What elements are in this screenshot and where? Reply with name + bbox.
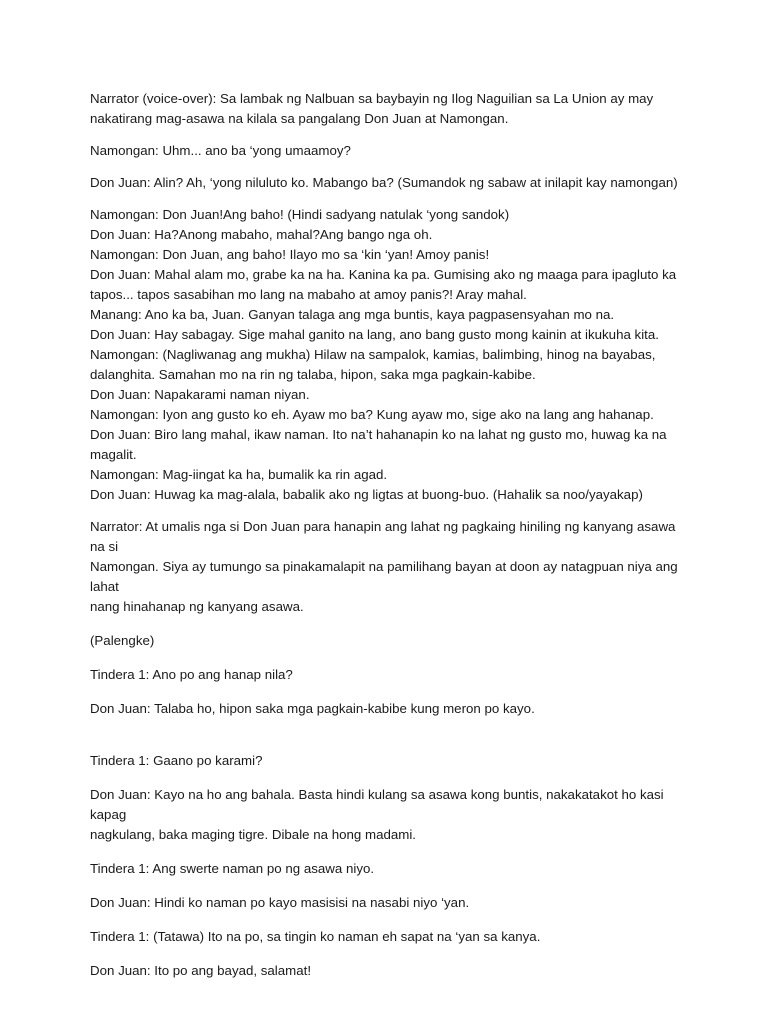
paragraph-don-juan-bahala: Don Juan: Kayo na ho ang bahala. Basta hindi kulang sa asawa kong buntis, nakakatakot ho kasi kapag nagkulang, baka maging tigre. Dibale na hong madami.	[90, 787, 664, 842]
paragraph-namongan-uhm: Namongan: Uhm... ano ba ‘yong umaamoy?	[90, 143, 351, 158]
paragraph-don-juan-alin: Don Juan: Alin? Ah, ‘yong niluluto ko. Mabango ba? (Sumandok ng sabaw at inilapit kay namongan)	[90, 175, 678, 190]
paragraph-narrator-market: Narrator: At umalis nga si Don Juan para hanapin ang lahat ng pagkaing hiniling ng kanyang asawa na si Namongan. Siya ay tumungo sa pinakamalapit na pamilihang bayan at doon ay natagpuan niya ang lahat nang hinahanap ng kanyang asawa.	[90, 519, 678, 614]
paragraph-don-juan-talaba: Don Juan: Talaba ho, hipon saka mga pagkain-kabibe kung meron po kayo.	[90, 701, 535, 716]
paragraph-dialogue-block: Namongan: Don Juan!Ang baho! (Hindi sadyang natulak ‘yong sandok) Don Juan: Ha?Anong mabaho, mahal?Ang bango nga oh. Namongan: Don Juan, ang baho! Ilayo mo sa ‘kin ‘yan! Amoy panis! Don Juan: Mahal alam mo, grabe ka na ha. Kanina ka pa. Gumising ako ng maaga para ipagluto ka tapos... tapos sasabihan mo lang na mabaho at amoy panis?! Aray mahal. Manang: Ano ka ba, Juan. Ganyan talaga ang mga buntis, kaya pagpasensyahan mo na. Don Juan: Hay sabagay. Sige mahal ganito na lang, ano bang gusto mong kainin at ikukuha kita. Namongan: (Nagliwanag ang mukha) Hilaw na sampalok, kamias, balimbing, hinog na bayabas, dalanghita. Samahan mo na rin ng talaba, hipon, saka mga pagkain-kabibe. Don Juan: Napakarami naman niyan. Namongan: Iyon ang gusto ko eh. Ayaw mo ba? Kung ayaw mo, sige ako na lang ang hahanap. Don Juan: Biro lang mahal, ikaw naman. Ito na’t hahanapin ko na lahat ng gusto mo, huwag ka na magalit. Namongan: Mag-iingat ka ha, bumalik ka rin agad. Don Juan: Huwag ka mag-alala, babalik ako ng ligtas at buong-buo. (Hahalik sa noo/yayakap)	[90, 207, 677, 502]
paragraph-tindera-tatawa: Tindera 1: (Tatawa) Ito na po, sa tingin ko naman eh sapat na ‘yan sa kanya.	[90, 929, 541, 944]
paragraph-tindera-gaano: Tindera 1: Gaano po karami?	[90, 753, 263, 768]
paragraph-tindera-swerte: Tindera 1: Ang swerte naman po ng asawa niyo.	[90, 861, 375, 876]
paragraph-don-juan-bayad: Don Juan: Ito po ang bayad, salamat!	[90, 963, 312, 978]
paragraph-don-juan-masisisi: Don Juan: Hindi ko naman po kayo masisisi na nasabi niyo ‘yan.	[90, 895, 470, 910]
paragraph-narrator-intro: Narrator (voice-over): Sa lambak ng Nalbuan sa baybayin ng Ilog Naguilian sa La Union ay may nakatirang mag-asawa na kilala sa pangalang Don Juan at Namongan.	[90, 91, 654, 126]
paragraph-tindera-hanap: Tindera 1: Ano po ang hanap nila?	[90, 667, 293, 682]
paragraph-scene-palengke: (Palengke)	[90, 633, 155, 648]
